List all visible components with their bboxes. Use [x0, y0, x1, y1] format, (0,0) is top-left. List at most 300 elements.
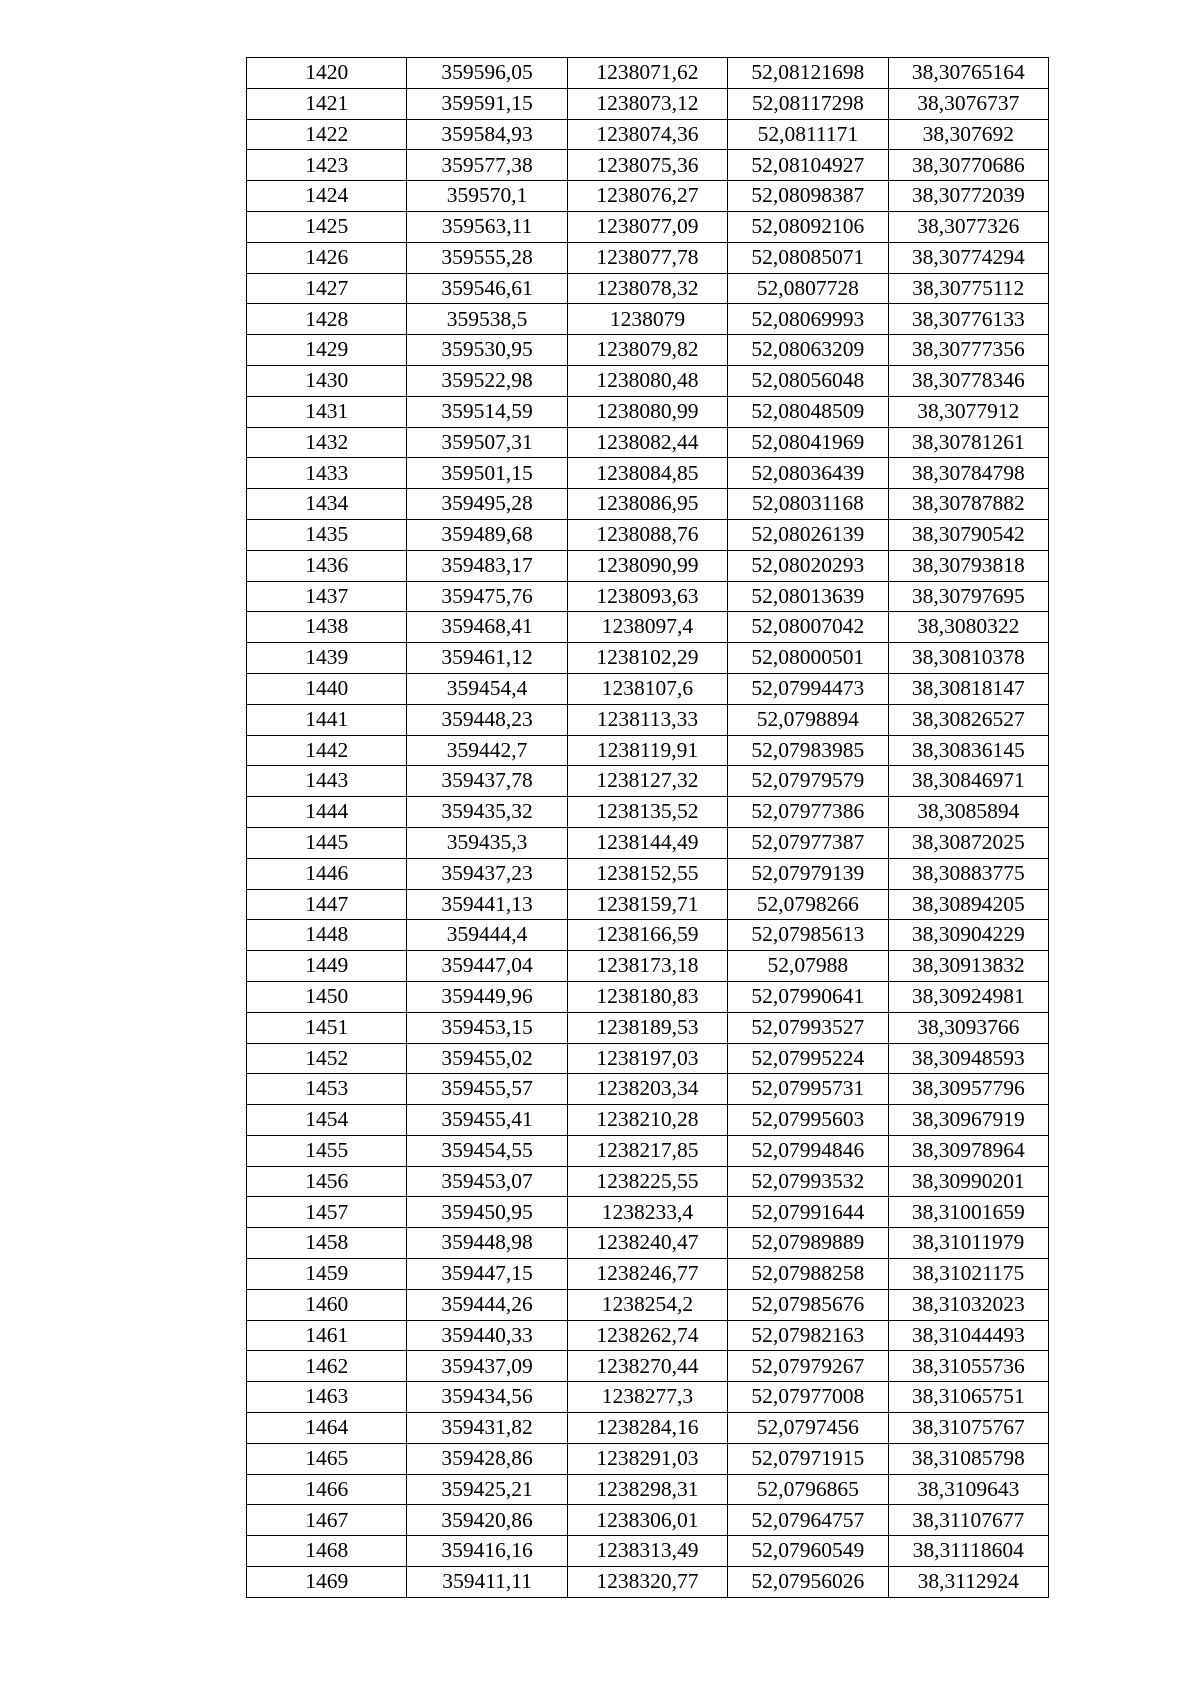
longitude-cell: 38,30777356 — [888, 335, 1048, 366]
latitude-cell: 52,07995603 — [728, 1105, 888, 1136]
longitude-cell: 38,30846971 — [888, 766, 1048, 797]
y-coordinate-cell: 1238090,99 — [567, 550, 727, 581]
latitude-cell: 52,07977008 — [728, 1382, 888, 1413]
point-number-cell: 1458 — [247, 1228, 407, 1259]
y-coordinate-cell: 1238166,59 — [567, 920, 727, 951]
longitude-cell: 38,31032023 — [888, 1289, 1048, 1320]
point-number-cell: 1440 — [247, 673, 407, 704]
latitude-cell: 52,07983985 — [728, 735, 888, 766]
point-number-cell: 1457 — [247, 1197, 407, 1228]
table-row — [247, 211, 1049, 242]
point-number-cell: 1446 — [247, 858, 407, 889]
latitude-cell: 52,08098387 — [728, 181, 888, 212]
table-row — [247, 1105, 1049, 1136]
point-number-cell: 1434 — [247, 489, 407, 520]
latitude-cell: 52,08117298 — [728, 88, 888, 119]
latitude-cell: 52,07985613 — [728, 920, 888, 951]
point-number-cell: 1427 — [247, 273, 407, 304]
table-row — [247, 150, 1049, 181]
y-coordinate-cell: 1238284,16 — [567, 1413, 727, 1444]
latitude-cell: 52,08121698 — [728, 58, 888, 89]
latitude-cell: 52,08036439 — [728, 458, 888, 489]
latitude-cell: 52,08020293 — [728, 550, 888, 581]
longitude-cell: 38,30904229 — [888, 920, 1048, 951]
point-number-cell: 1465 — [247, 1443, 407, 1474]
longitude-cell: 38,30810378 — [888, 643, 1048, 674]
longitude-cell: 38,30948593 — [888, 1043, 1048, 1074]
longitude-cell: 38,30797695 — [888, 581, 1048, 612]
x-coordinate-cell: 359563,11 — [407, 211, 567, 242]
table-row — [247, 396, 1049, 427]
table-row — [247, 88, 1049, 119]
longitude-cell: 38,31075767 — [888, 1413, 1048, 1444]
y-coordinate-cell: 1238075,36 — [567, 150, 727, 181]
point-number-cell: 1428 — [247, 304, 407, 335]
point-number-cell: 1431 — [247, 396, 407, 427]
point-number-cell: 1425 — [247, 211, 407, 242]
table-row — [247, 242, 1049, 273]
y-coordinate-cell: 1238119,91 — [567, 735, 727, 766]
table-row — [247, 797, 1049, 828]
x-coordinate-cell: 359448,98 — [407, 1228, 567, 1259]
point-number-cell: 1429 — [247, 335, 407, 366]
x-coordinate-cell: 359596,05 — [407, 58, 567, 89]
x-coordinate-cell: 359420,86 — [407, 1505, 567, 1536]
latitude-cell: 52,07964757 — [728, 1505, 888, 1536]
point-number-cell: 1430 — [247, 365, 407, 396]
point-number-cell: 1445 — [247, 827, 407, 858]
table-row — [247, 1043, 1049, 1074]
longitude-cell: 38,31044493 — [888, 1320, 1048, 1351]
x-coordinate-cell: 359440,33 — [407, 1320, 567, 1351]
longitude-cell: 38,3085894 — [888, 797, 1048, 828]
latitude-cell: 52,07994846 — [728, 1135, 888, 1166]
table-row — [247, 119, 1049, 150]
longitude-cell: 38,30784798 — [888, 458, 1048, 489]
table-row — [247, 1135, 1049, 1166]
point-number-cell: 1455 — [247, 1135, 407, 1166]
table-row — [247, 981, 1049, 1012]
y-coordinate-cell: 1238102,29 — [567, 643, 727, 674]
point-number-cell: 1462 — [247, 1351, 407, 1382]
longitude-cell: 38,31118604 — [888, 1536, 1048, 1567]
x-coordinate-cell: 359437,23 — [407, 858, 567, 889]
table-row — [247, 273, 1049, 304]
point-number-cell: 1468 — [247, 1536, 407, 1567]
point-number-cell: 1423 — [247, 150, 407, 181]
x-coordinate-cell: 359447,04 — [407, 951, 567, 982]
longitude-cell: 38,3077326 — [888, 211, 1048, 242]
latitude-cell: 52,07989889 — [728, 1228, 888, 1259]
y-coordinate-cell: 1238088,76 — [567, 519, 727, 550]
point-number-cell: 1444 — [247, 797, 407, 828]
longitude-cell: 38,3076737 — [888, 88, 1048, 119]
longitude-cell: 38,30774294 — [888, 242, 1048, 273]
latitude-cell: 52,07988258 — [728, 1259, 888, 1290]
point-number-cell: 1452 — [247, 1043, 407, 1074]
y-coordinate-cell: 1238254,2 — [567, 1289, 727, 1320]
x-coordinate-cell: 359434,56 — [407, 1382, 567, 1413]
x-coordinate-cell: 359455,41 — [407, 1105, 567, 1136]
x-coordinate-cell: 359501,15 — [407, 458, 567, 489]
point-number-cell: 1456 — [247, 1166, 407, 1197]
point-number-cell: 1435 — [247, 519, 407, 550]
y-coordinate-cell: 1238113,33 — [567, 704, 727, 735]
latitude-cell: 52,07977387 — [728, 827, 888, 858]
point-number-cell: 1453 — [247, 1074, 407, 1105]
latitude-cell: 52,07979267 — [728, 1351, 888, 1382]
table-row — [247, 519, 1049, 550]
latitude-cell: 52,07993527 — [728, 1012, 888, 1043]
table-row — [247, 1443, 1049, 1474]
y-coordinate-cell: 1238082,44 — [567, 427, 727, 458]
table-row — [247, 1074, 1049, 1105]
table-row — [247, 365, 1049, 396]
x-coordinate-cell: 359455,57 — [407, 1074, 567, 1105]
x-coordinate-cell: 359435,3 — [407, 827, 567, 858]
latitude-cell: 52,07977386 — [728, 797, 888, 828]
x-coordinate-cell: 359428,86 — [407, 1443, 567, 1474]
latitude-cell: 52,07979579 — [728, 766, 888, 797]
longitude-cell: 38,31065751 — [888, 1382, 1048, 1413]
point-number-cell: 1461 — [247, 1320, 407, 1351]
x-coordinate-cell: 359538,5 — [407, 304, 567, 335]
point-number-cell: 1447 — [247, 889, 407, 920]
longitude-cell: 38,30818147 — [888, 673, 1048, 704]
table-row — [247, 1536, 1049, 1567]
point-number-cell: 1441 — [247, 704, 407, 735]
latitude-cell: 52,07991644 — [728, 1197, 888, 1228]
table-row — [247, 704, 1049, 735]
table-row — [247, 58, 1049, 89]
y-coordinate-cell: 1238270,44 — [567, 1351, 727, 1382]
latitude-cell: 52,07982163 — [728, 1320, 888, 1351]
longitude-cell: 38,30778346 — [888, 365, 1048, 396]
longitude-cell: 38,30872025 — [888, 827, 1048, 858]
longitude-cell: 38,31055736 — [888, 1351, 1048, 1382]
x-coordinate-cell: 359461,12 — [407, 643, 567, 674]
y-coordinate-cell: 1238080,48 — [567, 365, 727, 396]
latitude-cell: 52,08041969 — [728, 427, 888, 458]
x-coordinate-cell: 359468,41 — [407, 612, 567, 643]
y-coordinate-cell: 1238097,4 — [567, 612, 727, 643]
x-coordinate-cell: 359435,32 — [407, 797, 567, 828]
y-coordinate-cell: 1238073,12 — [567, 88, 727, 119]
y-coordinate-cell: 1238298,31 — [567, 1474, 727, 1505]
table-row — [247, 1166, 1049, 1197]
point-number-cell: 1439 — [247, 643, 407, 674]
latitude-cell: 52,08085071 — [728, 242, 888, 273]
table-row — [247, 489, 1049, 520]
table-row — [247, 1413, 1049, 1444]
coordinate-table — [246, 57, 1049, 1598]
latitude-cell: 52,08092106 — [728, 211, 888, 242]
y-coordinate-cell: 1238093,63 — [567, 581, 727, 612]
latitude-cell: 52,08000501 — [728, 643, 888, 674]
latitude-cell: 52,07985676 — [728, 1289, 888, 1320]
point-number-cell: 1420 — [247, 58, 407, 89]
y-coordinate-cell: 1238173,18 — [567, 951, 727, 982]
point-number-cell: 1437 — [247, 581, 407, 612]
point-number-cell: 1433 — [247, 458, 407, 489]
table-body — [247, 58, 1049, 1598]
x-coordinate-cell: 359447,15 — [407, 1259, 567, 1290]
point-number-cell: 1460 — [247, 1289, 407, 1320]
latitude-cell: 52,07956026 — [728, 1567, 888, 1598]
longitude-cell: 38,30883775 — [888, 858, 1048, 889]
y-coordinate-cell: 1238152,55 — [567, 858, 727, 889]
x-coordinate-cell: 359455,02 — [407, 1043, 567, 1074]
x-coordinate-cell: 359448,23 — [407, 704, 567, 735]
longitude-cell: 38,307692 — [888, 119, 1048, 150]
point-number-cell: 1424 — [247, 181, 407, 212]
latitude-cell: 52,07990641 — [728, 981, 888, 1012]
longitude-cell: 38,30772039 — [888, 181, 1048, 212]
x-coordinate-cell: 359444,26 — [407, 1289, 567, 1320]
latitude-cell: 52,0796865 — [728, 1474, 888, 1505]
latitude-cell: 52,0811171 — [728, 119, 888, 150]
point-number-cell: 1464 — [247, 1413, 407, 1444]
point-number-cell: 1426 — [247, 242, 407, 273]
x-coordinate-cell: 359431,82 — [407, 1413, 567, 1444]
longitude-cell: 38,31011979 — [888, 1228, 1048, 1259]
table-row — [247, 1289, 1049, 1320]
table-row — [247, 735, 1049, 766]
table-row — [247, 1351, 1049, 1382]
point-number-cell: 1454 — [247, 1105, 407, 1136]
y-coordinate-cell: 1238086,95 — [567, 489, 727, 520]
table-row — [247, 304, 1049, 335]
longitude-cell: 38,31085798 — [888, 1443, 1048, 1474]
latitude-cell: 52,08048509 — [728, 396, 888, 427]
point-number-cell: 1449 — [247, 951, 407, 982]
point-number-cell: 1463 — [247, 1382, 407, 1413]
table-row — [247, 951, 1049, 982]
x-coordinate-cell: 359425,21 — [407, 1474, 567, 1505]
longitude-cell: 38,30775112 — [888, 273, 1048, 304]
point-number-cell: 1469 — [247, 1567, 407, 1598]
latitude-cell: 52,08026139 — [728, 519, 888, 550]
x-coordinate-cell: 359437,78 — [407, 766, 567, 797]
table-row — [247, 1567, 1049, 1598]
x-coordinate-cell: 359416,16 — [407, 1536, 567, 1567]
table-row — [247, 920, 1049, 951]
table-row — [247, 858, 1049, 889]
longitude-cell: 38,30967919 — [888, 1105, 1048, 1136]
table-row — [247, 581, 1049, 612]
table-row — [247, 889, 1049, 920]
longitude-cell: 38,3080322 — [888, 612, 1048, 643]
y-coordinate-cell: 1238217,85 — [567, 1135, 727, 1166]
x-coordinate-cell: 359495,28 — [407, 489, 567, 520]
x-coordinate-cell: 359530,95 — [407, 335, 567, 366]
y-coordinate-cell: 1238107,6 — [567, 673, 727, 704]
y-coordinate-cell: 1238127,32 — [567, 766, 727, 797]
latitude-cell: 52,08007042 — [728, 612, 888, 643]
y-coordinate-cell: 1238076,27 — [567, 181, 727, 212]
table-row — [247, 1320, 1049, 1351]
longitude-cell: 38,30924981 — [888, 981, 1048, 1012]
x-coordinate-cell: 359570,1 — [407, 181, 567, 212]
longitude-cell: 38,30770686 — [888, 150, 1048, 181]
longitude-cell: 38,30787882 — [888, 489, 1048, 520]
y-coordinate-cell: 1238203,34 — [567, 1074, 727, 1105]
point-number-cell: 1459 — [247, 1259, 407, 1290]
x-coordinate-cell: 359522,98 — [407, 365, 567, 396]
longitude-cell: 38,30894205 — [888, 889, 1048, 920]
latitude-cell: 52,08056048 — [728, 365, 888, 396]
table-row — [247, 673, 1049, 704]
y-coordinate-cell: 1238144,49 — [567, 827, 727, 858]
y-coordinate-cell: 1238320,77 — [567, 1567, 727, 1598]
y-coordinate-cell: 1238277,3 — [567, 1382, 727, 1413]
latitude-cell: 52,08063209 — [728, 335, 888, 366]
point-number-cell: 1436 — [247, 550, 407, 581]
x-coordinate-cell: 359546,61 — [407, 273, 567, 304]
table-row — [247, 550, 1049, 581]
x-coordinate-cell: 359437,09 — [407, 1351, 567, 1382]
latitude-cell: 52,07960549 — [728, 1536, 888, 1567]
longitude-cell: 38,31107677 — [888, 1505, 1048, 1536]
longitude-cell: 38,31021175 — [888, 1259, 1048, 1290]
point-number-cell: 1421 — [247, 88, 407, 119]
y-coordinate-cell: 1238306,01 — [567, 1505, 727, 1536]
latitude-cell: 52,0798894 — [728, 704, 888, 735]
y-coordinate-cell: 1238313,49 — [567, 1536, 727, 1567]
latitude-cell: 52,08013639 — [728, 581, 888, 612]
longitude-cell: 38,30793818 — [888, 550, 1048, 581]
y-coordinate-cell: 1238233,4 — [567, 1197, 727, 1228]
longitude-cell: 38,3109643 — [888, 1474, 1048, 1505]
table-row — [247, 1474, 1049, 1505]
y-coordinate-cell: 1238197,03 — [567, 1043, 727, 1074]
point-number-cell: 1442 — [247, 735, 407, 766]
latitude-cell: 52,07995731 — [728, 1074, 888, 1105]
longitude-cell: 38,30826527 — [888, 704, 1048, 735]
x-coordinate-cell: 359507,31 — [407, 427, 567, 458]
x-coordinate-cell: 359489,68 — [407, 519, 567, 550]
y-coordinate-cell: 1238240,47 — [567, 1228, 727, 1259]
latitude-cell: 52,0797456 — [728, 1413, 888, 1444]
y-coordinate-cell: 1238080,99 — [567, 396, 727, 427]
table-row — [247, 1505, 1049, 1536]
x-coordinate-cell: 359444,4 — [407, 920, 567, 951]
x-coordinate-cell: 359453,15 — [407, 1012, 567, 1043]
latitude-cell: 52,07995224 — [728, 1043, 888, 1074]
table-row — [247, 458, 1049, 489]
table-row — [247, 766, 1049, 797]
y-coordinate-cell: 1238246,77 — [567, 1259, 727, 1290]
latitude-cell: 52,08104927 — [728, 150, 888, 181]
table-row — [247, 1259, 1049, 1290]
table-row — [247, 1228, 1049, 1259]
longitude-cell: 38,30913832 — [888, 951, 1048, 982]
y-coordinate-cell: 1238079 — [567, 304, 727, 335]
x-coordinate-cell: 359475,76 — [407, 581, 567, 612]
x-coordinate-cell: 359584,93 — [407, 119, 567, 150]
x-coordinate-cell: 359514,59 — [407, 396, 567, 427]
longitude-cell: 38,3077912 — [888, 396, 1048, 427]
point-number-cell: 1443 — [247, 766, 407, 797]
x-coordinate-cell: 359453,07 — [407, 1166, 567, 1197]
x-coordinate-cell: 359555,28 — [407, 242, 567, 273]
point-number-cell: 1450 — [247, 981, 407, 1012]
y-coordinate-cell: 1238159,71 — [567, 889, 727, 920]
x-coordinate-cell: 359577,38 — [407, 150, 567, 181]
x-coordinate-cell: 359442,7 — [407, 735, 567, 766]
latitude-cell: 52,07988 — [728, 951, 888, 982]
y-coordinate-cell: 1238074,36 — [567, 119, 727, 150]
x-coordinate-cell: 359454,55 — [407, 1135, 567, 1166]
y-coordinate-cell: 1238225,55 — [567, 1166, 727, 1197]
latitude-cell: 52,08031168 — [728, 489, 888, 520]
longitude-cell: 38,31001659 — [888, 1197, 1048, 1228]
latitude-cell: 52,07971915 — [728, 1443, 888, 1474]
table-row — [247, 181, 1049, 212]
y-coordinate-cell: 1238135,52 — [567, 797, 727, 828]
y-coordinate-cell: 1238071,62 — [567, 58, 727, 89]
x-coordinate-cell: 359411,11 — [407, 1567, 567, 1598]
latitude-cell: 52,0798266 — [728, 889, 888, 920]
longitude-cell: 38,30957796 — [888, 1074, 1048, 1105]
point-number-cell: 1466 — [247, 1474, 407, 1505]
longitude-cell: 38,3093766 — [888, 1012, 1048, 1043]
table-row — [247, 1382, 1049, 1413]
longitude-cell: 38,30836145 — [888, 735, 1048, 766]
y-coordinate-cell: 1238180,83 — [567, 981, 727, 1012]
y-coordinate-cell: 1238079,82 — [567, 335, 727, 366]
point-number-cell: 1438 — [247, 612, 407, 643]
table-row — [247, 427, 1049, 458]
x-coordinate-cell: 359454,4 — [407, 673, 567, 704]
longitude-cell: 38,30978964 — [888, 1135, 1048, 1166]
longitude-cell: 38,3112924 — [888, 1567, 1048, 1598]
x-coordinate-cell: 359483,17 — [407, 550, 567, 581]
table-row — [247, 335, 1049, 366]
point-number-cell: 1448 — [247, 920, 407, 951]
table-row — [247, 827, 1049, 858]
longitude-cell: 38,30790542 — [888, 519, 1048, 550]
point-number-cell: 1422 — [247, 119, 407, 150]
point-number-cell: 1467 — [247, 1505, 407, 1536]
longitude-cell: 38,30765164 — [888, 58, 1048, 89]
latitude-cell: 52,07993532 — [728, 1166, 888, 1197]
table-row — [247, 1197, 1049, 1228]
point-number-cell: 1451 — [247, 1012, 407, 1043]
y-coordinate-cell: 1238262,74 — [567, 1320, 727, 1351]
latitude-cell: 52,07979139 — [728, 858, 888, 889]
latitude-cell: 52,0807728 — [728, 273, 888, 304]
table-row — [247, 1012, 1049, 1043]
x-coordinate-cell: 359449,96 — [407, 981, 567, 1012]
point-number-cell: 1432 — [247, 427, 407, 458]
longitude-cell: 38,30776133 — [888, 304, 1048, 335]
table-row — [247, 643, 1049, 674]
y-coordinate-cell: 1238210,28 — [567, 1105, 727, 1136]
y-coordinate-cell: 1238078,32 — [567, 273, 727, 304]
y-coordinate-cell: 1238077,78 — [567, 242, 727, 273]
y-coordinate-cell: 1238084,85 — [567, 458, 727, 489]
latitude-cell: 52,07994473 — [728, 673, 888, 704]
x-coordinate-cell: 359441,13 — [407, 889, 567, 920]
y-coordinate-cell: 1238077,09 — [567, 211, 727, 242]
y-coordinate-cell: 1238189,53 — [567, 1012, 727, 1043]
longitude-cell: 38,30781261 — [888, 427, 1048, 458]
table-row — [247, 612, 1049, 643]
x-coordinate-cell: 359450,95 — [407, 1197, 567, 1228]
x-coordinate-cell: 359591,15 — [407, 88, 567, 119]
longitude-cell: 38,30990201 — [888, 1166, 1048, 1197]
